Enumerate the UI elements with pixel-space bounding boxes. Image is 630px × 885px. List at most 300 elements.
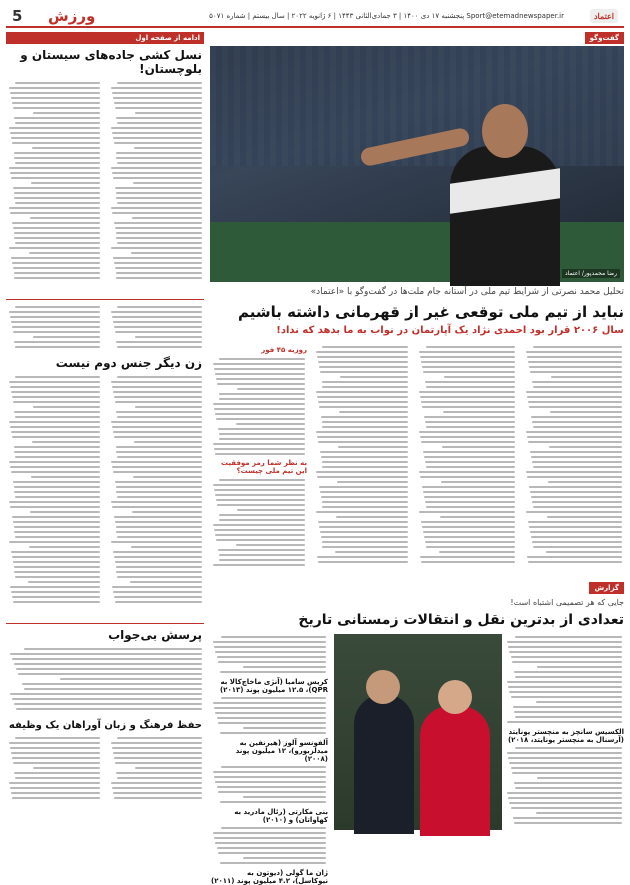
text-line	[420, 476, 515, 478]
text-line	[13, 762, 100, 764]
text-line	[10, 693, 202, 695]
text-line	[116, 192, 202, 194]
text-line	[12, 658, 202, 660]
text-line	[507, 641, 622, 643]
text-line	[13, 331, 100, 333]
article1-title: نسل کشی جاده‌های سیستان و بلوچستان!	[20, 48, 202, 76]
text-line	[215, 534, 305, 536]
text-line	[530, 451, 622, 453]
text-line	[532, 541, 622, 543]
text-line	[9, 461, 100, 463]
text-line	[529, 366, 622, 368]
text-line	[317, 556, 408, 558]
text-line	[420, 436, 515, 438]
text-line	[316, 391, 408, 393]
text-line	[130, 581, 202, 583]
interview-tag: گفت‌وگو	[585, 32, 624, 44]
text-line	[419, 511, 515, 513]
text-line	[116, 197, 202, 199]
text-line	[531, 416, 622, 418]
photo-credit: رضا محمدپور/ اعتماد	[562, 269, 620, 278]
text-line	[214, 837, 326, 839]
text-line	[15, 122, 100, 124]
text-line	[16, 668, 202, 670]
text-line	[117, 242, 202, 244]
text-line	[135, 112, 202, 114]
text-line	[528, 521, 622, 523]
text-line	[215, 651, 326, 653]
text-line	[213, 564, 305, 566]
text-line	[425, 541, 515, 543]
text-line	[14, 197, 100, 199]
text-line	[533, 546, 622, 548]
text-line	[11, 792, 100, 794]
text-line	[13, 601, 100, 603]
text-line	[218, 661, 326, 663]
text-line	[112, 212, 202, 214]
text-line	[511, 656, 622, 658]
text-line	[11, 431, 100, 433]
text-line	[12, 516, 100, 518]
text-line	[528, 361, 622, 363]
text-line	[514, 822, 622, 824]
text-line	[322, 546, 408, 548]
text-line	[425, 421, 515, 423]
text-line	[216, 418, 305, 420]
text-line	[526, 391, 622, 393]
text-line	[116, 157, 202, 159]
text-line	[440, 516, 515, 518]
page-header	[6, 6, 624, 28]
text-line	[219, 433, 305, 435]
text-line	[11, 752, 100, 754]
text-line	[316, 511, 408, 513]
text-line	[513, 706, 622, 708]
text-line	[15, 536, 100, 538]
text-line	[220, 671, 326, 673]
text-line	[425, 381, 515, 383]
text-line	[117, 202, 202, 204]
text-line	[219, 358, 305, 360]
text-line	[13, 267, 100, 269]
text-line	[114, 396, 202, 398]
text-line	[213, 403, 305, 405]
text-line	[111, 501, 202, 503]
text-line	[111, 541, 202, 543]
text-line	[14, 446, 100, 448]
text-line	[527, 396, 622, 398]
text-line	[528, 401, 622, 403]
text-line	[115, 107, 202, 109]
text-line	[114, 262, 202, 264]
text-line	[508, 686, 622, 688]
text-line	[533, 506, 622, 508]
text-line	[532, 381, 622, 383]
text-line	[529, 406, 622, 408]
text-line	[111, 87, 202, 89]
text-line	[444, 376, 515, 378]
text-line	[10, 787, 100, 789]
text-line	[509, 691, 622, 693]
text-line	[15, 306, 100, 308]
text-line	[322, 461, 408, 463]
text-line	[14, 526, 100, 528]
text-line	[512, 661, 622, 663]
text-line	[215, 712, 326, 714]
text-line	[112, 132, 202, 134]
text-line	[419, 391, 515, 393]
text-line	[14, 451, 100, 453]
text-line	[131, 252, 202, 254]
text-line	[117, 777, 202, 779]
text-line	[319, 486, 408, 488]
text-line	[547, 516, 622, 518]
text-line	[115, 762, 202, 764]
text-line	[215, 781, 326, 783]
text-line	[320, 371, 408, 373]
text-line	[113, 752, 202, 754]
text-line	[219, 554, 305, 556]
text-line	[115, 561, 202, 563]
text-line	[111, 167, 202, 169]
text-line	[24, 688, 202, 690]
text-line	[533, 466, 622, 468]
text-line	[10, 172, 100, 174]
text-line	[9, 541, 100, 543]
text-line	[133, 182, 202, 184]
text-line	[531, 496, 622, 498]
text-line	[14, 531, 100, 533]
text-line	[243, 727, 326, 729]
section-name: ورزش	[48, 7, 96, 25]
text-line	[117, 346, 202, 348]
text-line	[12, 596, 100, 598]
text-line	[11, 391, 100, 393]
text-line	[243, 666, 326, 668]
text-line	[219, 438, 305, 440]
text-line	[9, 782, 100, 784]
text-line	[511, 767, 622, 769]
text-line	[111, 311, 202, 313]
text-line	[15, 162, 100, 164]
text-line	[423, 371, 515, 373]
text-line	[537, 666, 622, 668]
text-line	[422, 526, 515, 528]
text-line	[12, 797, 100, 799]
text-line	[112, 92, 202, 94]
text-line	[317, 476, 408, 478]
text-line	[112, 426, 202, 428]
text-line	[421, 521, 515, 523]
text-line	[11, 591, 100, 593]
text-line	[218, 549, 305, 551]
article1-body	[6, 80, 204, 295]
text-line	[321, 536, 408, 538]
text-line	[319, 366, 408, 368]
text-line	[322, 426, 408, 428]
article2-title: زن دیگر جنس دوم نیست	[55, 356, 202, 370]
text-line	[421, 401, 515, 403]
text-line	[116, 526, 202, 528]
text-line	[213, 484, 305, 486]
text-line	[15, 416, 100, 418]
text-line	[11, 551, 100, 553]
text-line	[318, 521, 408, 523]
text-line	[526, 511, 622, 513]
text-line	[421, 561, 515, 563]
text-line	[29, 252, 100, 254]
text-line	[12, 102, 100, 104]
text-line	[439, 551, 515, 553]
text-line	[10, 506, 100, 508]
text-line	[134, 147, 202, 149]
text-line	[424, 416, 515, 418]
text-line	[113, 431, 202, 433]
text-line	[220, 801, 326, 803]
text-line	[220, 732, 326, 734]
text-line	[216, 539, 305, 541]
text-line	[113, 391, 202, 393]
text-line	[236, 423, 305, 425]
text-line	[507, 721, 622, 723]
text-line	[114, 222, 202, 224]
text-line	[320, 451, 408, 453]
text-line	[221, 827, 326, 829]
text-line	[217, 656, 326, 658]
text-line	[10, 132, 100, 134]
text-line	[423, 451, 515, 453]
text-line	[133, 476, 202, 478]
text-line	[320, 531, 408, 533]
text-line	[116, 446, 202, 448]
text-line	[426, 346, 515, 348]
text-line	[422, 406, 515, 408]
text-line	[216, 378, 305, 380]
text-line	[321, 456, 408, 458]
text-line	[117, 536, 202, 538]
report-tag: گزارش	[589, 582, 624, 594]
text-line	[214, 448, 305, 450]
text-line	[419, 351, 515, 353]
text-line	[340, 376, 408, 378]
text-line	[513, 817, 622, 819]
text-line	[32, 441, 100, 443]
text-line	[111, 461, 202, 463]
text-line	[134, 441, 202, 443]
text-line	[11, 137, 100, 139]
text-line	[527, 356, 622, 358]
text-line	[13, 227, 100, 229]
text-line	[113, 321, 202, 323]
article-subhead: سال ۲۰۰۶ قرار بود احمدی نژاد یک آپارتمان در نواب به ما بدهد که نداد!	[276, 325, 624, 336]
text-line	[135, 767, 202, 769]
text-line	[117, 82, 202, 84]
text-line	[419, 471, 515, 473]
text-line	[16, 708, 202, 710]
article3-body-2	[6, 735, 204, 805]
text-line	[117, 456, 202, 458]
text-line	[216, 499, 305, 501]
text-line	[114, 556, 202, 558]
text-line	[14, 192, 100, 194]
text-line	[112, 466, 202, 468]
text-line	[213, 363, 305, 365]
text-line	[11, 97, 100, 99]
text-line	[115, 601, 202, 603]
report-item: بنی مکارتی (رئال مادرید به کهاواتان) و (۲۰۱۰)	[234, 808, 328, 824]
article3-body	[6, 646, 204, 716]
text-line	[114, 142, 202, 144]
text-line	[426, 386, 515, 388]
text-line	[550, 411, 622, 413]
text-line	[113, 97, 202, 99]
text-line	[318, 561, 408, 563]
text-line	[113, 792, 202, 794]
text-line	[424, 456, 515, 458]
text-line	[14, 152, 100, 154]
text-line	[14, 232, 100, 234]
text-line	[112, 506, 202, 508]
text-line	[532, 421, 622, 423]
text-line	[214, 368, 305, 370]
text-line	[111, 207, 202, 209]
text-line	[507, 792, 622, 794]
text-line	[337, 481, 408, 483]
report-headline: تعدادی از بدترین نقل و انتقالات زمستانی تاریخ	[298, 612, 624, 628]
text-line	[116, 451, 202, 453]
text-line	[422, 366, 515, 368]
text-line	[114, 797, 202, 799]
text-line	[421, 361, 515, 363]
text-line	[441, 481, 515, 483]
text-line	[530, 531, 622, 533]
newspaper-logo: اعتماد	[590, 9, 618, 23]
article-byline: روزبه ۴۵ فور	[261, 346, 307, 354]
text-line	[536, 701, 622, 703]
text-line	[214, 408, 305, 410]
text-line	[18, 673, 202, 675]
text-line	[515, 787, 622, 789]
text-line	[117, 737, 202, 739]
text-line	[115, 331, 202, 333]
text-line	[12, 396, 100, 398]
text-line	[243, 796, 326, 798]
text-line	[336, 516, 408, 518]
text-line	[14, 277, 100, 279]
text-line	[15, 346, 100, 348]
text-line	[320, 491, 408, 493]
text-line	[316, 351, 408, 353]
text-line	[426, 426, 515, 428]
text-line	[12, 698, 202, 700]
report-item: کریس سامبا (آنژی ماخاچ‌کالا به QPR)، ۱۲.۵ میلیون پوند (۲۰۱۳)	[219, 678, 328, 694]
text-line	[214, 707, 326, 709]
text-line	[319, 526, 408, 528]
text-line	[113, 551, 202, 553]
text-line	[442, 446, 515, 448]
text-line	[116, 491, 202, 493]
text-line	[14, 491, 100, 493]
text-line	[111, 782, 202, 784]
text-line	[317, 436, 408, 438]
text-line	[135, 336, 202, 338]
text-line	[420, 556, 515, 558]
article-body	[210, 344, 624, 576]
text-line	[116, 571, 202, 573]
text-line	[114, 596, 202, 598]
text-line	[33, 336, 100, 338]
text-line	[514, 782, 622, 784]
text-line	[13, 401, 100, 403]
text-line	[116, 411, 202, 413]
text-line	[10, 92, 100, 94]
text-line	[13, 481, 100, 483]
text-line	[114, 102, 202, 104]
text-line	[116, 117, 202, 119]
text-line	[533, 426, 622, 428]
report-item: آلفونسو آلوز (هیرنفین به میدلزبورو)، ۱۲ میلیون پوند (۲۰۰۸)	[235, 739, 328, 763]
text-line	[9, 742, 100, 744]
text-line	[423, 491, 515, 493]
text-line	[113, 591, 202, 593]
text-line	[33, 767, 100, 769]
text-line	[532, 461, 622, 463]
text-line	[529, 526, 622, 528]
text-line	[214, 776, 326, 778]
text-line	[113, 257, 202, 259]
text-line	[214, 529, 305, 531]
text-line	[117, 496, 202, 498]
text-line	[14, 486, 100, 488]
text-line	[221, 636, 326, 638]
article-question: به نظر شما رمز موفقیت این تیم ملی چیست؟	[221, 459, 307, 475]
text-line	[14, 663, 202, 665]
text-line	[220, 862, 326, 864]
text-line	[115, 521, 202, 523]
text-line	[116, 277, 202, 279]
text-line	[12, 142, 100, 144]
text-line	[515, 747, 622, 749]
text-line	[526, 431, 622, 433]
text-line	[11, 471, 100, 473]
text-line	[9, 167, 100, 169]
text-line	[218, 852, 326, 854]
text-line	[114, 326, 202, 328]
text-line	[318, 441, 408, 443]
text-line	[117, 162, 202, 164]
text-line	[215, 453, 305, 455]
text-line	[60, 678, 202, 680]
text-line	[10, 212, 100, 214]
text-line	[116, 531, 202, 533]
text-line	[443, 411, 515, 413]
text-line	[319, 406, 408, 408]
text-line	[213, 524, 305, 526]
text-line	[322, 346, 408, 348]
text-line	[530, 491, 622, 493]
report-item: الکسیس سانچز به منچستر یونایتد (آرسنال به منچستر یونایتد، ۲۰۱۸)	[507, 728, 624, 744]
text-line	[10, 747, 100, 749]
text-line	[14, 117, 100, 119]
text-line	[10, 466, 100, 468]
text-line	[322, 541, 408, 543]
text-line	[426, 466, 515, 468]
text-line	[14, 703, 202, 705]
text-line	[114, 516, 202, 518]
text-line	[217, 786, 326, 788]
text-line	[112, 316, 202, 318]
text-line	[213, 443, 305, 445]
